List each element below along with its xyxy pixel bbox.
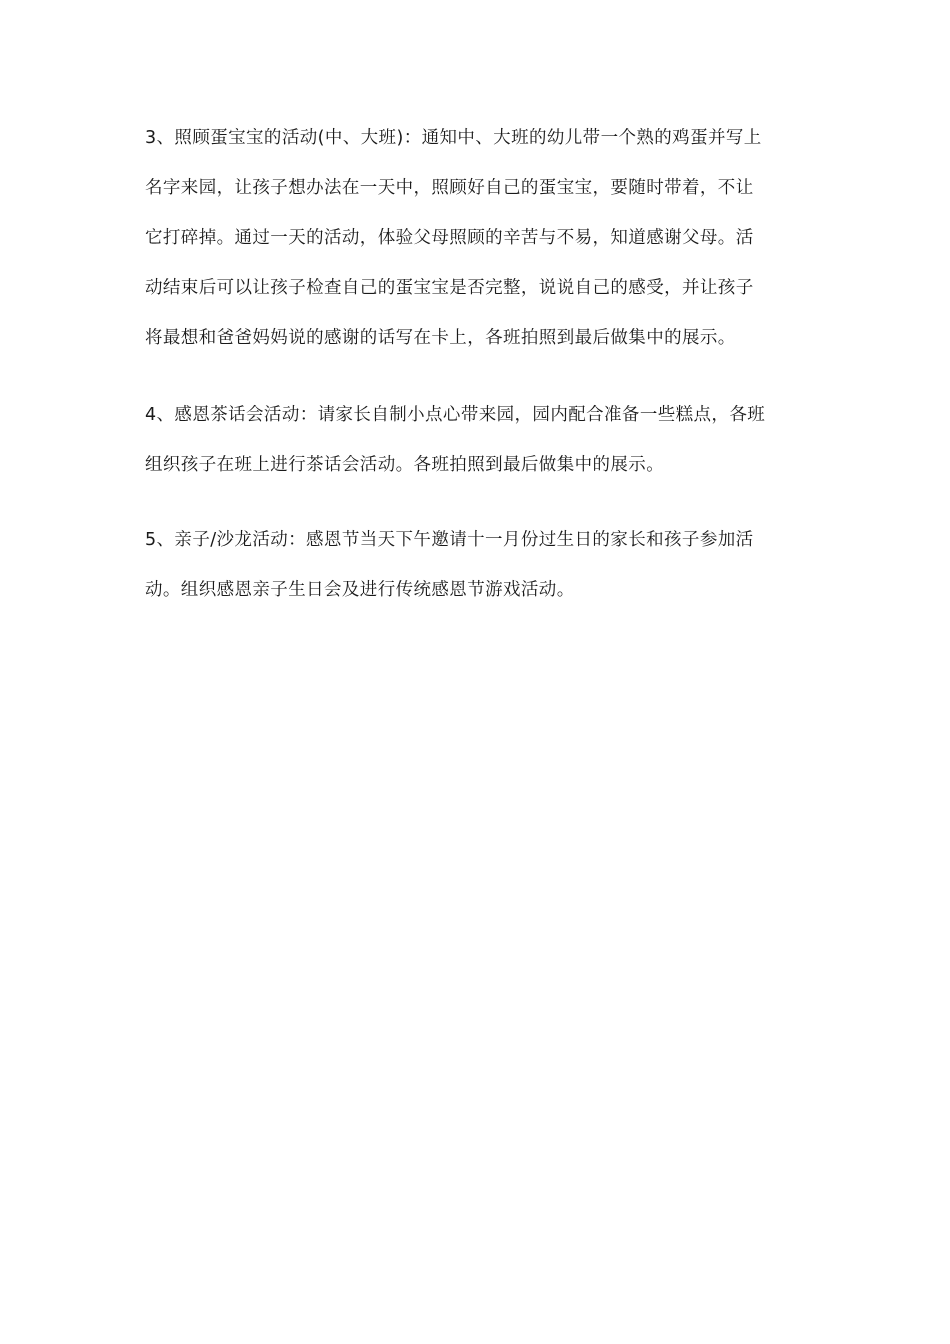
text-line: 动结束后可以让孩子检查自己的蛋宝宝是否完整，说说自己的感受，并让孩子	[145, 278, 754, 298]
paragraph-activity-5	[145, 515, 807, 615]
text-line: 它打碎掉。通过一天的活动，体验父母照顾的辛苦与不易，知道感谢父母。活	[145, 228, 754, 248]
text-line: 名字来园，让孩子想办法在一天中，照顾好自己的蛋宝宝，要随时带着，不让	[145, 178, 754, 198]
text-line: 3、照顾蛋宝宝的活动(中、大班)：通知中、大班的幼儿带一个熟的鸡蛋并写上	[145, 128, 762, 148]
text-line: 将最想和爸爸妈妈说的感谢的话写在卡上，各班拍照到最后做集中的展示。	[145, 328, 736, 348]
text-line: 4、感恩茶话会活动：请家长自制小点心带来园，园内配合准备一些糕点，各班	[145, 405, 766, 425]
text-line: 5、亲子/沙龙活动：感恩节当天下午邀请十一月份过生日的家长和孩子参加活	[145, 530, 754, 550]
text-line: 组织孩子在班上进行茶话会活动。各班拍照到最后做集中的展示。	[145, 455, 665, 475]
paragraph-activity-3	[145, 113, 807, 363]
paragraph-activity-4	[145, 390, 807, 490]
text-line: 动。组织感恩亲子生日会及进行传统感恩节游戏活动。	[145, 580, 575, 600]
